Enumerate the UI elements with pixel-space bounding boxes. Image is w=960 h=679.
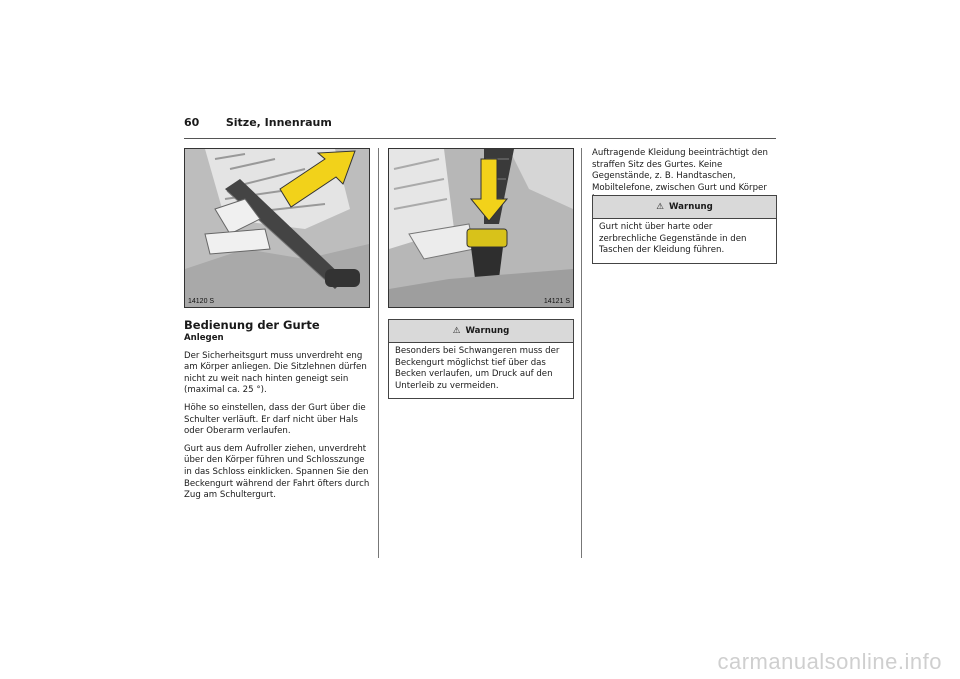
paragraph: Gurt aus dem Aufroller ziehen, unverdreht über den Körper führen und Schlosszunge in das Schloss einklicken. Spannen Sie den Beckengurt während der Fahrt öfters durch Zug am Schultergurt. [184,443,370,501]
warning-title: Warnung [465,326,510,336]
header-rule [184,138,776,139]
subheading-anlegen: Anlegen [184,333,224,343]
paragraph: Der Sicherheitsgurt muss unverdreht eng am Körper anliegen. Die Sitzlehnen dürfen nicht zu weit nach hinten geneigt sein (maximal ca. 25 °). [184,350,367,396]
warning-box-hard-objects [592,195,777,264]
seatbelt-buckle-illustration [389,149,573,307]
page-number: 60 [184,116,200,129]
figure-label: 14121 S [543,298,570,305]
warning-box-pregnancy [388,319,574,399]
paragraph: Auftragende Kleidung beeinträchtigt den straffen Sitz des Gurtes. Keine Gegenstände, z. B. Handtaschen, Mobiltelefone, zwischen Gurt und Körper [592,148,768,193]
warning-triangle-icon: ⚠ [452,326,461,336]
figure-label: 14120 S [188,298,215,305]
warning-triangle-icon: ⚠ [656,202,664,212]
section-title: Sitze, Innenraum [225,116,332,129]
warning-text: Gurt nicht über harte oder zerbrechliche Gegenstände in den Taschen der Kleidung führen. [599,222,747,256]
seatbelt-fastening-illustration [185,149,369,307]
warning-header [389,320,573,343]
section-heading: Bedienung der Gurte [184,318,320,332]
warning-header [593,196,776,219]
column-divider-left [378,148,379,558]
paragraph: Höhe so einstellen, dass der Gurt über die Schulter verläuft. Er darf nicht über Hals oder Oberarm verlaufen. [184,402,366,437]
page-header [184,116,332,129]
watermark: carmanualsonline.info [717,649,942,674]
left-column-text [184,333,370,508]
column-divider-right [581,148,582,558]
warning-text: Besonders bei Schwangeren muss der Beckengurt möglichst tief über das Becken verlaufen, um Druck auf den Unterleib zu vermeiden. [395,346,560,391]
figure-seatbelt-buckle [388,148,574,308]
figure-seatbelt-fastening [184,148,370,308]
warning-title: Warnung [669,202,713,212]
